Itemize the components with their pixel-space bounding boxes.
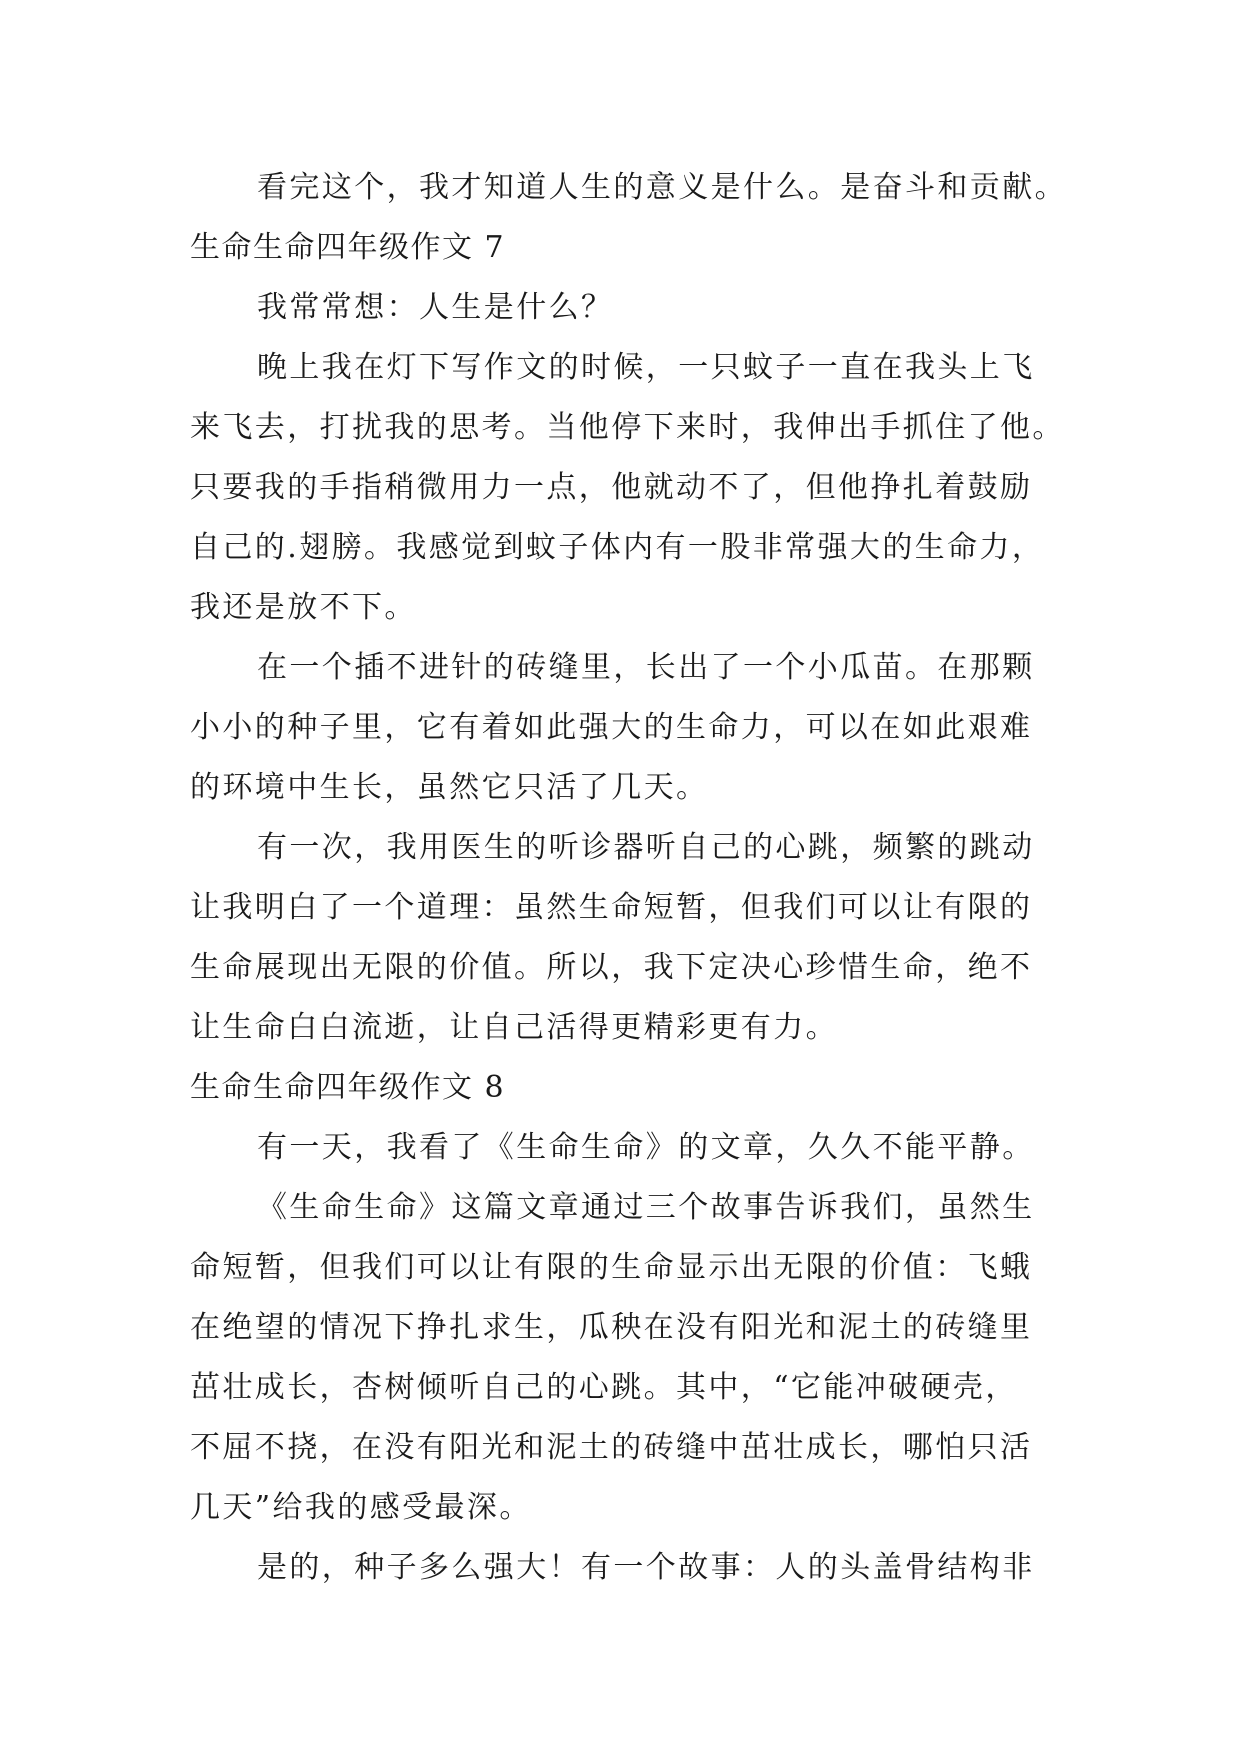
paragraph-line: 几天”给我的感受最深。	[190, 1490, 532, 1525]
paragraph-line: 小小的种子里，它有着如此强大的生命力，可以在如此艰难	[190, 710, 1033, 745]
paragraph-line: 来飞去，打扰我的思考。当他停下来时，我伸出手抓住了他。	[190, 410, 1065, 445]
paragraph-line: 让我明白了一个道理：虽然生命短暂，但我们可以让有限的	[190, 890, 1033, 925]
paragraph-line: 看完这个，我才知道人生的意义是什么。是奋斗和贡献。	[257, 170, 1067, 205]
paragraph-line: 有一次，我用医生的听诊器听自己的心跳，频繁的跳动	[257, 830, 1035, 865]
paragraph-line: 的环境中生长，虽然它只活了几天。	[190, 770, 709, 805]
paragraph-line: 不屈不挠，在没有阳光和泥土的砖缝中茁壮成长，哪怕只活	[190, 1430, 1033, 1465]
section-heading: 生命生命四年级作文 7	[190, 230, 506, 265]
paragraph-line: 我还是放不下。	[190, 590, 417, 625]
paragraph-line: 只要我的手指稍微用力一点，他就动不了，但他挣扎着鼓励	[190, 470, 1033, 505]
paragraph-line: 是的，种子多么强大！有一个故事：人的头盖骨结构非	[257, 1550, 1035, 1585]
paragraph-line: 我常常想：人生是什么？	[257, 290, 614, 325]
paragraph-line: 命短暂，但我们可以让有限的生命显示出无限的价值：飞蛾	[190, 1250, 1033, 1285]
paragraph-line: 生命展现出无限的价值。所以，我下定决心珍惜生命，绝不	[190, 950, 1033, 985]
paragraph-line: 茁壮成长，杏树倾听自己的心跳。其中，“它能冲破硬壳，	[190, 1370, 1018, 1405]
paragraph-line: 晚上我在灯下写作文的时候，一只蚊子一直在我头上飞	[257, 350, 1035, 385]
section-heading: 生命生命四年级作文 8	[190, 1070, 506, 1105]
paragraph-line: 自己的.翅膀。我感觉到蚊子体内有一股非常强大的生命力，	[190, 530, 1045, 565]
paragraph-line: 在一个插不进针的砖缝里，长出了一个小瓜苗。在那颗	[257, 650, 1035, 685]
paragraph-line: 《生命生命》这篇文章通过三个故事告诉我们，虽然生	[257, 1190, 1035, 1225]
paragraph-line: 让生命白白流逝，让自己活得更精彩更有力。	[190, 1010, 838, 1045]
paragraph-line: 有一天，我看了《生命生命》的文章，久久不能平静。	[257, 1130, 1035, 1165]
paragraph-line: 在绝望的情况下挣扎求生，瓜秧在没有阳光和泥土的砖缝里	[190, 1310, 1033, 1345]
